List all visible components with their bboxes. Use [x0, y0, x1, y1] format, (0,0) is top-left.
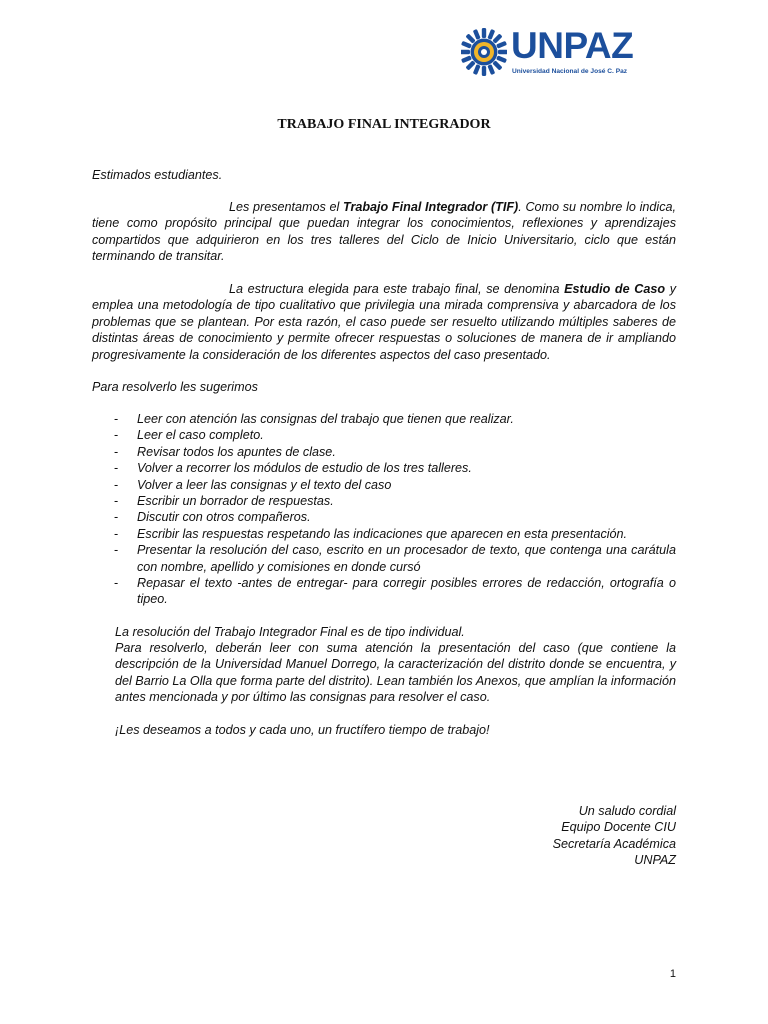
- signature-line: Equipo Docente CIU: [561, 820, 676, 835]
- list-item: - Revisar todos los apuntes de clase.: [114, 444, 336, 459]
- resolution-note: La resolución del Trabajo Integrador Final es de tipo individual.: [115, 625, 465, 639]
- p1-pre: Les presentamos el: [229, 200, 343, 214]
- suggestion-list: [114, 411, 676, 608]
- list-item: - Volver a leer las consignas y el texto del caso: [114, 477, 392, 492]
- logo-wordmark: UNPAZ: [511, 25, 634, 66]
- p1-bold: Trabajo Final Integrador (TIF): [342, 200, 519, 214]
- list-item: - Leer con atención las consignas del trabajo que tienen que realizar.: [114, 412, 514, 426]
- list-item: - Escribir un borrador de respuestas.: [114, 494, 334, 509]
- logo-subtitle: Universidad Nacional de José C. Paz: [512, 68, 628, 75]
- p2-post: y emplea una metodología de tipo cualitativo que privilegia una mirada comprensiva y abarcadora de los problemas que se plantean. Por esta razón, el caso puede ser resuelto utilizando múltiples saberes de distintas áreas de conocimiento y permite ofrecer respuestas o soluciones de manera de ir ampliando progresivamente la consideración de los diferentes aspectos del caso presentado.: [92, 282, 676, 362]
- list-item: - Discutir con otros compañeros.: [114, 510, 311, 525]
- list-item: - Volver a recorrer los módulos de estudio de los tres talleres.: [114, 461, 472, 476]
- greeting: Estimados estudiantes.: [92, 168, 223, 182]
- paragraph-intro: [92, 199, 676, 265]
- p2-bold: Estudio de Caso: [564, 282, 666, 296]
- resolution-detail: Para resolverlo, deberán leer con suma atención la presentación del caso (que contiene la descripción de la Universidad Manuel Dorrego, la caracterización del distrito donde se encuentra, y del Barrio La Olla que forma parte del distrito). Lean también los Anexos, que amplían la información antes mencionada y por último las consignas para resolver el caso.: [115, 641, 676, 705]
- unpaz-logo: [461, 26, 641, 80]
- paragraph-structure: [92, 281, 676, 363]
- list-item: - Leer el caso completo.: [114, 428, 264, 443]
- list-item: - Repasar el texto -antes de entregar- para corregir posibles errores de redacción, ortografía o tipeo.: [114, 576, 676, 607]
- signature-block: [553, 803, 676, 869]
- signature-line: UNPAZ: [634, 853, 676, 868]
- list-item: - Escribir las respuestas respetando las indicaciones que aparecen en esta presentación.: [114, 526, 628, 541]
- page-title: TRABAJO FINAL INTEGRADOR: [277, 117, 491, 132]
- signature-line: Un saludo cordial: [578, 804, 676, 818]
- p1-post: . Como su nombre lo indica, tiene como propósito principal que puedan integrar los conocimientos, reflexiones y aprendizajes compartidos que adquirieron en los tres talleres del Ciclo de Inicio Universitario, ciclo que están terminando de transitar.: [92, 200, 676, 264]
- list-item: - Presentar la resolución del caso, escrito en un procesador de texto, que contenga una carátula con nombre, apellido y comisiones en donde cursó: [114, 543, 676, 574]
- closing-wish: ¡Les deseamos a todos y cada uno, un fructífero tiempo de trabajo!: [115, 723, 490, 737]
- suggest-intro: Para resolverlo les sugerimos: [92, 380, 258, 394]
- signature-line: Secretaría Académica: [552, 836, 676, 851]
- unpaz-seal-icon: [461, 26, 507, 78]
- p2-pre: La estructura elegida para este trabajo final, se denomina: [229, 282, 565, 296]
- page-number: 1: [669, 968, 676, 980]
